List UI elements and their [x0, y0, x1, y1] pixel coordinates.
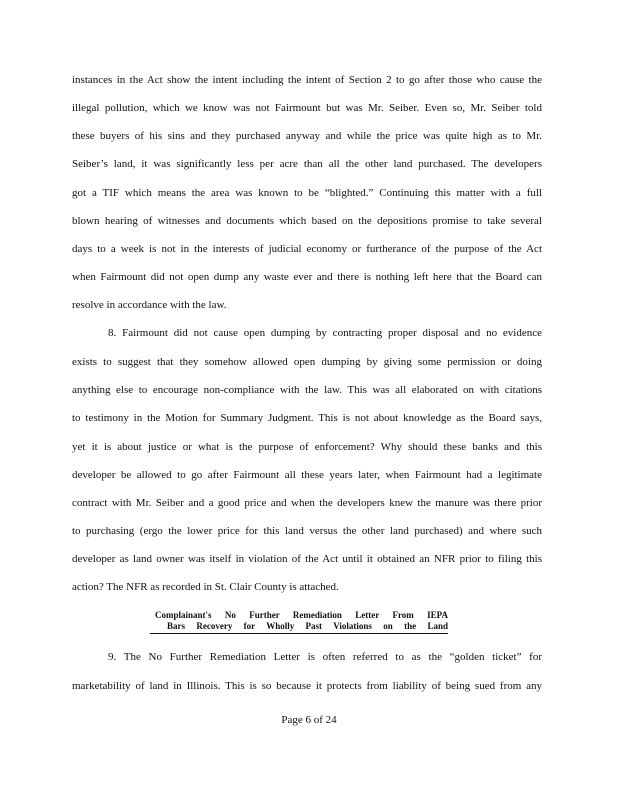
- text-line: instances in the Act show the intent including the intent of Section 2 to go after those who cause the: [72, 74, 542, 86]
- text-line: 9. The No Further Remediation Letter is often referred to as the “golden ticket” for: [108, 651, 542, 663]
- text-line: Seiber’s land, it was significantly less per acre than all the other land purchased. The developers: [72, 158, 542, 170]
- page-number: Page 6 of 24: [281, 714, 337, 726]
- text-line: illegal pollution, which we know was not Fairmount but was Mr. Seiber. Even so, Mr. Seiber told: [72, 102, 542, 114]
- text-line: anything else to encourage non-compliance with the law. This was all elaborated on with citations: [72, 384, 542, 396]
- text-line: days to a week is not in the interests of judicial economy or furtherance of the purpose of the Act: [72, 243, 542, 255]
- text-line: marketability of land in Illinois. This is so because it protects from liability of being sued from any: [72, 680, 542, 692]
- text-line: blown hearing of witnesses and documents which based on the depositions promise to take several: [72, 215, 542, 227]
- text-line: when Fairmount did not open dump any waste ever and there is nothing left here that the Board can: [72, 271, 542, 283]
- text-line: got a TIF which means the area was known to be “blighted.” Continuing this matter with a full: [72, 187, 542, 199]
- text-line: resolve in accordance with the law.: [72, 299, 227, 311]
- text-line: yet it is about justice or what is the purpose of enforcement? Why should these banks and this: [72, 441, 542, 453]
- heading-underline: [150, 633, 448, 634]
- text-line: exists to suggest that they somehow allowed open dumping by giving some permission or doing: [72, 356, 542, 368]
- text-line: contract with Mr. Seiber and a good price and when the developers knew the manure was there prior: [72, 497, 542, 509]
- heading-line: Bars Recovery for Wholly Past Violations on the Land: [167, 621, 448, 631]
- text-line: action? The NFR as recorded in St. Clair County is attached.: [72, 581, 339, 593]
- text-line: to testimony in the Motion for Summary Judgment. This is not about knowledge as the Board says,: [72, 412, 542, 424]
- text-line: 8. Fairmount did not cause open dumping by contracting proper disposal and no evidence: [108, 327, 542, 339]
- heading-line: Complainant's No Further Remediation Letter From IEPA: [155, 610, 448, 620]
- text-line: to purchasing (ergo the lower price for this land versus the other land purchased) and where such: [72, 525, 542, 537]
- section-heading: [155, 610, 448, 632]
- text-line: developer be allowed to go after Fairmount all these years later, when Fairmount had a legitimate: [72, 469, 542, 481]
- text-line: these buyers of his sins and they purchased anyway and while the price was quite high as to Mr.: [72, 130, 542, 142]
- text-line: developer as land owner was itself in violation of the Act until it obtained an NFR prior to filing this: [72, 553, 542, 565]
